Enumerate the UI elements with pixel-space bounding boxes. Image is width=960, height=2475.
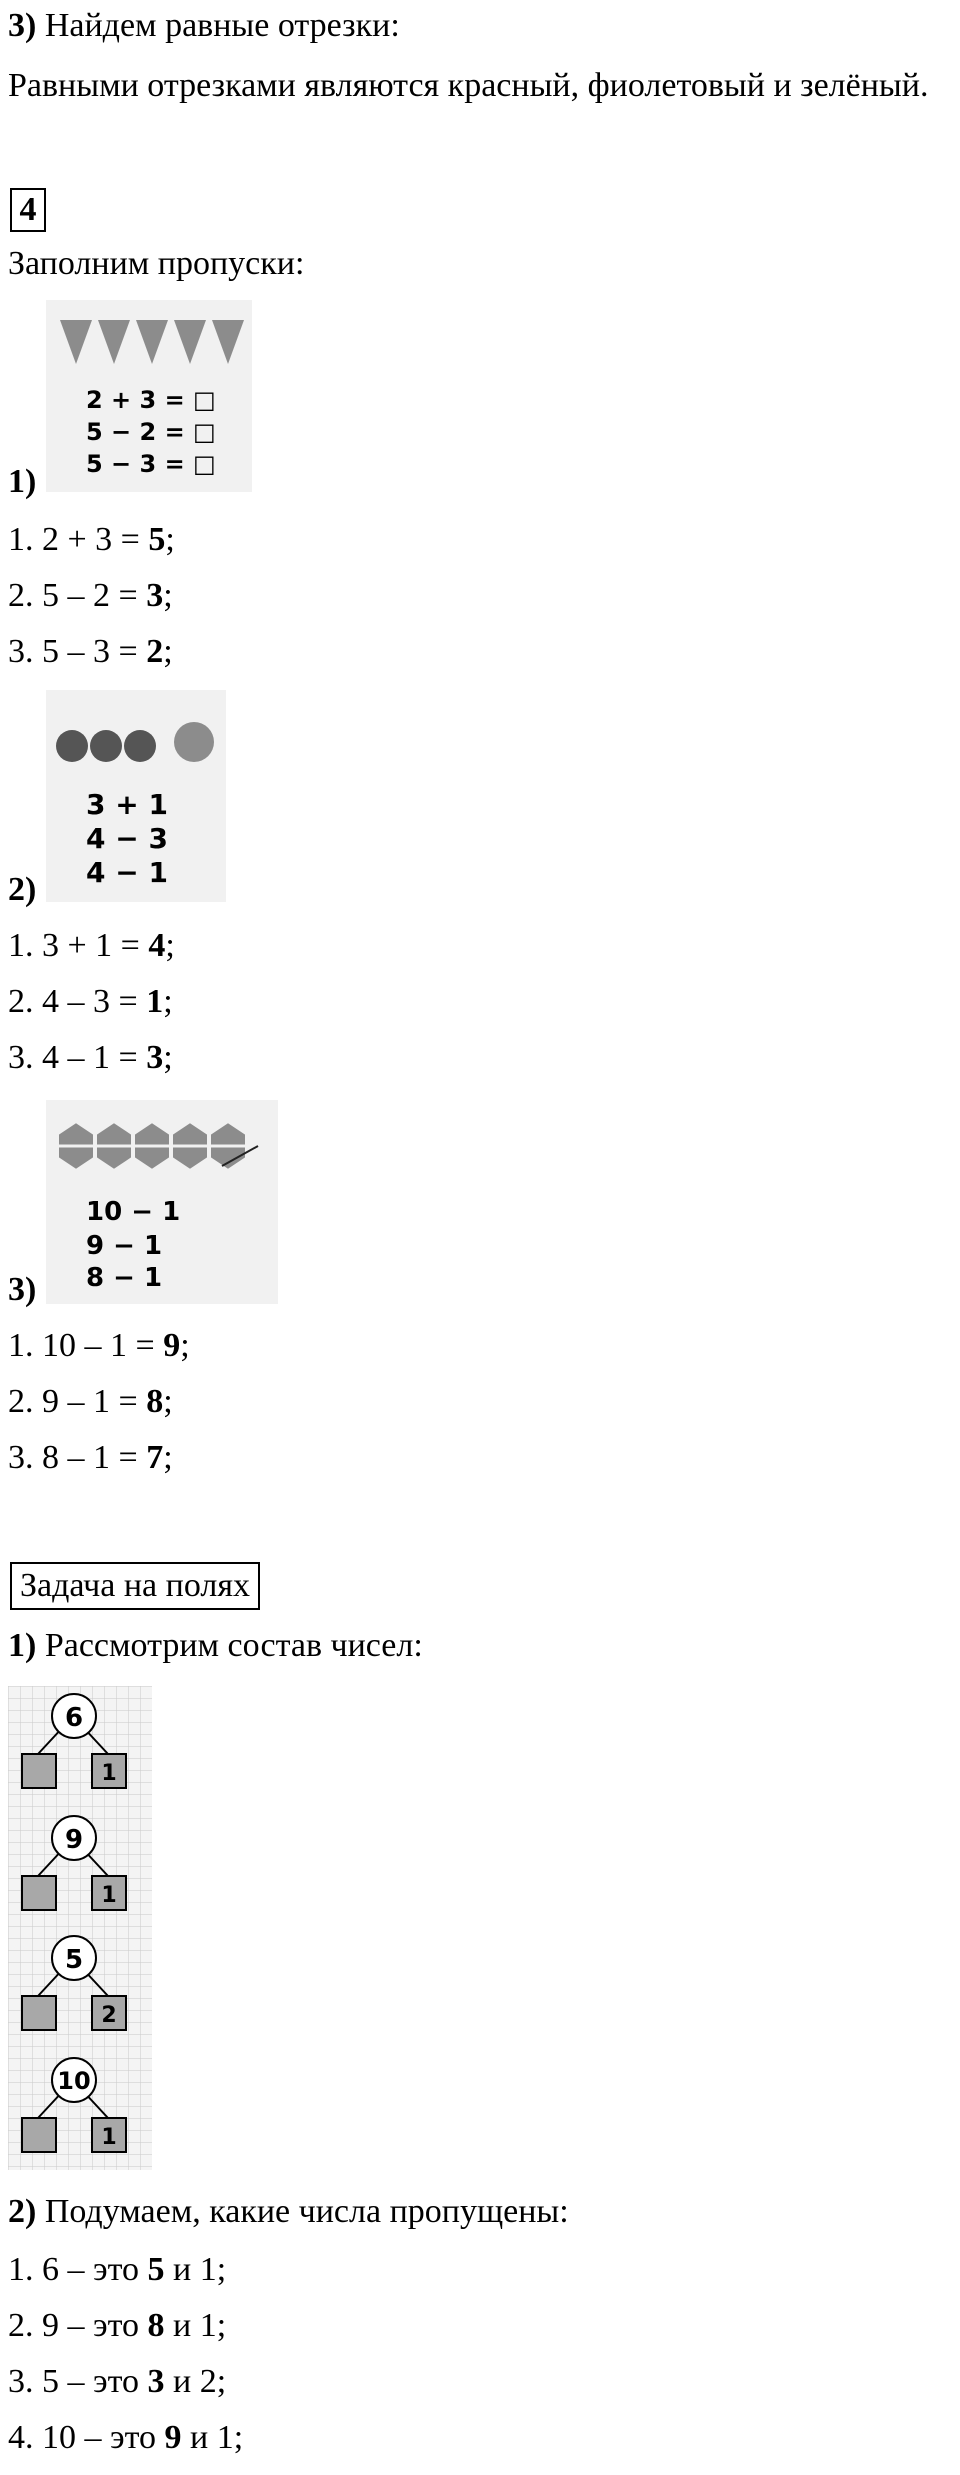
figure-expression: 4 − 3 (86, 822, 168, 855)
margin-part1-heading: 1) Рассмотрим состав чисел: (8, 1627, 423, 1664)
figure-expression: 9 − 1 (86, 1231, 163, 1261)
tree-right-number: 2 (101, 2003, 117, 2028)
answer-line: 2. 9 – 1 = 8; (8, 1383, 173, 1420)
tree-top-number: 6 (64, 1703, 84, 1733)
triangle-row (60, 320, 244, 364)
margin-task-title: Задача на полях (10, 1562, 260, 1610)
figure-expression: 5 − 3 = □ (86, 450, 216, 478)
part3-heading-text: Найдем равные отрезки: (36, 7, 400, 44)
margin-part2-heading: 2) Подумаем, какие числа пропущены: (8, 2193, 569, 2230)
part-number: 1) (8, 1627, 37, 1664)
figure-expression: 4 − 1 (86, 856, 168, 889)
figure-expression: 10 − 1 (86, 1197, 181, 1227)
item-number: 1) (8, 463, 37, 500)
tree-top-number: 9 (64, 1825, 84, 1855)
answer-line: 3. 5 – это 3 и 2; (8, 2363, 227, 2400)
empty-box (22, 1876, 56, 1910)
answer-line: 1. 6 – это 5 и 1; (8, 2251, 227, 2288)
tree-right-number: 1 (101, 2125, 117, 2150)
figure-expression: 2 + 3 = □ (86, 386, 216, 414)
answer-line: 4. 10 – это 9 и 1; (8, 2419, 244, 2456)
hexagons-figure (46, 1100, 278, 1304)
answer-line: 2. 5 – 2 = 3; (8, 577, 173, 614)
tree-top-number: 5 (64, 1945, 84, 1975)
part3-answer: Равными отрезками являются красный, фиолетовый и зелёный. (8, 67, 929, 104)
answer-line: 3. 4 – 1 = 3; (8, 1039, 173, 1076)
task4-intro: Заполним пропуски: (8, 245, 305, 282)
task-number-box: 4 (10, 188, 46, 232)
empty-box (22, 1754, 56, 1788)
answer-line: 1. 10 – 1 = 9; (8, 1327, 190, 1364)
figure-expression: 5 − 2 = □ (86, 418, 216, 446)
part-number: 2) (8, 2193, 37, 2230)
tree-right-number: 1 (101, 1883, 117, 1908)
number-trees-figure (8, 1686, 152, 2170)
answer-line: 2. 9 – это 8 и 1; (8, 2307, 227, 2344)
triangles-figure (46, 300, 252, 492)
tree-top-number: 10 (57, 2067, 91, 2095)
answer-line: 1. 2 + 3 = 5; (8, 521, 175, 558)
answer-line: 2. 4 – 3 = 1; (8, 983, 173, 1020)
figure-expression: 3 + 1 (86, 788, 168, 821)
part3-heading (8, 6, 400, 46)
empty-box (22, 1996, 56, 2030)
item-number: 3) (8, 1271, 37, 1308)
answer-line: 3. 5 – 3 = 2; (8, 633, 173, 670)
item-number: 2) (8, 871, 37, 908)
part-number: 3) (8, 7, 37, 44)
figure-expression: 8 − 1 (86, 1263, 163, 1293)
circle-row (56, 722, 214, 762)
circles-figure (46, 690, 226, 902)
tree-right-number: 1 (101, 1761, 117, 1786)
answer-line: 1. 3 + 1 = 4; (8, 927, 175, 964)
answer-line: 3. 8 – 1 = 7; (8, 1439, 173, 1476)
empty-box (22, 2118, 56, 2152)
